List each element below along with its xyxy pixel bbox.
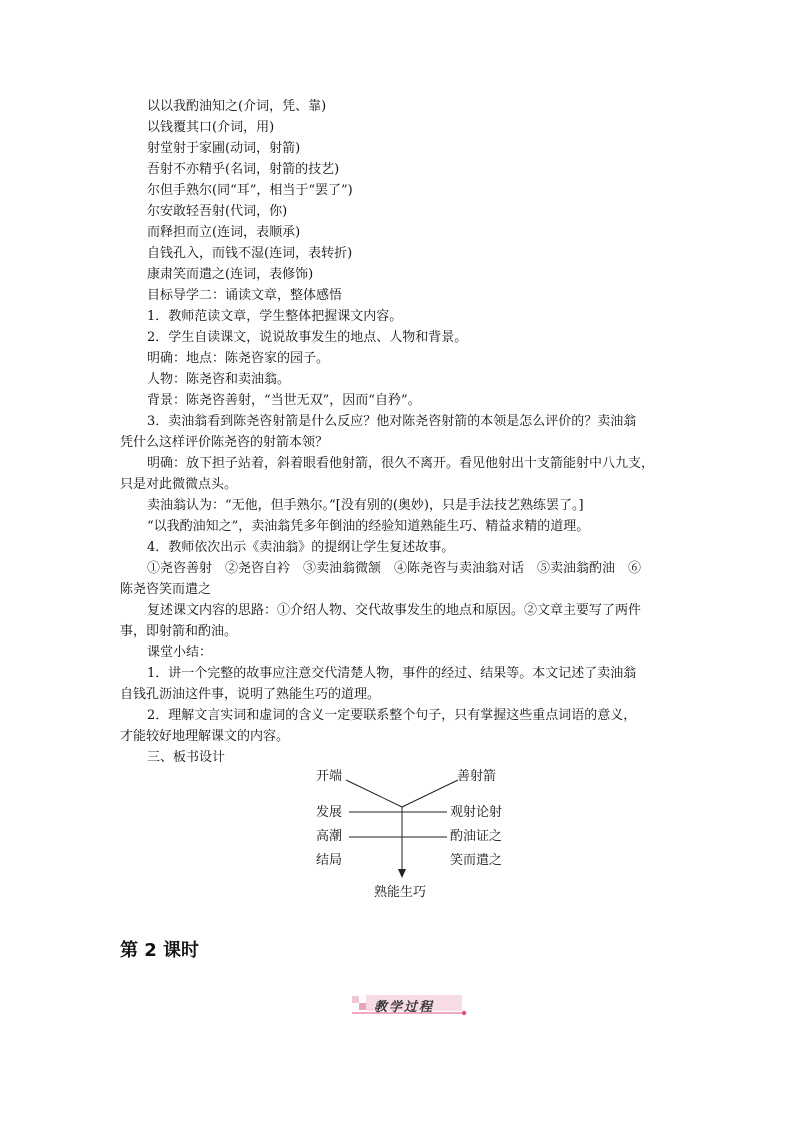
step-3-question: 3．卖油翁看到陈尧咨射箭是什么反应？他对陈尧咨射箭的本领是怎么评价的？卖油翁: [147, 414, 637, 429]
diagram-right-1: 善射箭: [457, 769, 497, 784]
board-design-heading: 三、板书设计: [147, 750, 226, 765]
outline-items: ①尧咨善射 ②尧咨自衿 ③卖油翁微颔 ④陈尧咨与卖油翁对话 ⑤卖油翁酌油 ⑥: [147, 561, 642, 576]
step-2: 2．学生自读课文，说说故事发生的地点、人物和背景。: [147, 330, 468, 345]
summary-point-2: 2．理解文言实词和虚词的含义一定要联系整个句子，只有掌握这些重点词语的意义，: [147, 708, 637, 723]
diagram-left-3: 高潮: [316, 829, 343, 844]
diagram-bottom: 熟能生巧: [374, 885, 427, 900]
diagram-right-2: 观射论射: [450, 805, 503, 820]
diagram-left-1: 开端: [316, 769, 343, 784]
vocab-line-8: 自钱孔入，而钱不湿(连词，表转折): [147, 246, 353, 261]
answer-background: 背景：陈尧咨善射，“当世无双”，因而“自矜”。: [147, 393, 421, 408]
step-3-question-cont: 凭什么这样评价陈尧咨的射箭本领？: [120, 435, 329, 450]
retell-approach: 复述课文内容的思路：①介绍人物、交代故事发生的地点和原因。②文章主要写了两件: [147, 603, 642, 618]
vocab-line-1: 以以我酌油知之(介词，凭、靠): [147, 99, 327, 114]
step-3-answer: 明确：放下担子站着，斜着眼看他射箭，很久不离开。看见他射出十支箭能射中八九支，: [147, 456, 655, 471]
summary-point-1: 1．讲一个完整的故事应注意交代清楚人物，事件的经过、结果等。本文记述了卖油翁: [147, 666, 637, 681]
goal-heading: 目标导学二：诵读文章，整体感悟: [147, 288, 343, 303]
diagram-right-4: 笑而遣之: [450, 853, 503, 868]
teaching-process-banner: [352, 994, 468, 1016]
outline-items-cont: 陈尧咨笑而遣之: [120, 582, 212, 597]
summary-heading: 课堂小结：: [147, 645, 213, 660]
vocab-line-9: 康肃笑而遣之(连词，表修饰): [147, 267, 314, 282]
diagram-left-2: 发展: [316, 805, 343, 820]
answer-people: 人物：陈尧咨和卖油翁。: [147, 372, 291, 387]
banner-label: 教学过程: [374, 1000, 435, 1015]
step-4: 4．教师依次出示《卖油翁》的提纲让学生复述故事。: [147, 540, 455, 555]
banner-square-1: [352, 996, 359, 1003]
arrow-head: [398, 869, 406, 878]
line-start-left: [346, 780, 402, 807]
quote-explanation: “以我酌油知之”，卖油翁凭多年倒油的经验知道熟能生巧、精益求精的道理。: [147, 519, 590, 534]
banner-dot: [462, 1011, 466, 1015]
banner-square-2: [359, 1003, 366, 1010]
vocab-line-2: 以钱覆其口(介词，用): [147, 120, 275, 135]
vocab-line-6: 尔安敢轻吾射(代词，你): [147, 204, 288, 219]
line-start-right: [402, 780, 458, 807]
diagram-right-3: 酌油证之: [450, 829, 503, 844]
vocab-line-3: 射堂射于家圃(动词，射箭): [147, 141, 301, 156]
vocab-line-7: 而释担而立(连词，表顺承): [147, 225, 301, 240]
retell-approach-cont: 事，即射箭和酌油。: [120, 624, 238, 639]
vocab-line-4: 吾射不亦精乎(名词，射箭的技艺): [147, 162, 340, 177]
summary-point-2-cont: 才能较好地理解课文的内容。: [120, 729, 290, 744]
section-title: 第 2 课时: [120, 940, 200, 961]
oil-seller-view: 卖油翁认为：“无他，但手熟尔。”[没有别的(奥妙)，只是手法技艺熟练罢了。]: [147, 498, 584, 513]
answer-place: 明确：地点：陈尧咨家的园子。: [147, 351, 330, 366]
step-3-answer-cont: 只是对此微微点头。: [120, 477, 238, 492]
step-1: 1．教师范读文章，学生整体把握课文内容。: [147, 309, 403, 324]
summary-point-1-cont: 自钱孔沥油这件事，说明了熟能生巧的道理。: [120, 687, 381, 702]
diagram-left-4: 结局: [316, 853, 343, 868]
vocab-line-5: 尔但手熟尔(同“耳”，相当于“罢了”): [147, 183, 353, 198]
